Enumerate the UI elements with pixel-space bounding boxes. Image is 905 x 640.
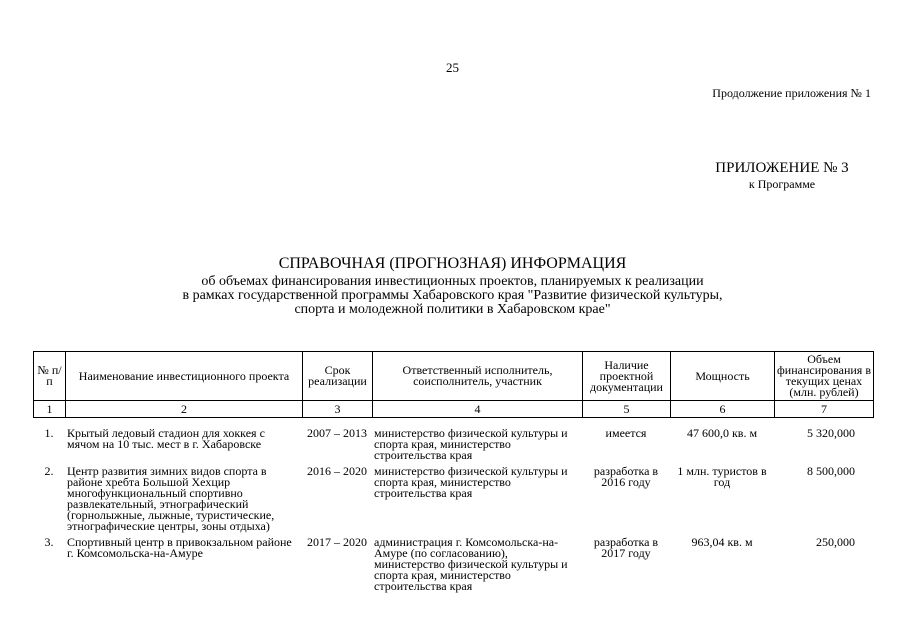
continuation-note: Продолжение приложения № 1 [712, 86, 871, 100]
column-number: 1 [34, 401, 66, 418]
table-row [33, 428, 873, 466]
project-period: 2007 – 2013 [307, 426, 367, 440]
project-docs: имеется [605, 426, 647, 440]
page-number: 25 [446, 60, 459, 75]
column-number: 6 [671, 401, 775, 418]
project-name: Крытый ледовый стадион для хоккея с мячом на 10 тыс. мест в г. Хабаровске [67, 426, 265, 451]
column-number: 7 [775, 401, 874, 418]
projects-table [33, 428, 873, 593]
header-executor: Ответственный исполнитель, соисполнитель, участник [373, 352, 583, 401]
table-row [33, 537, 873, 593]
project-volume: 250,000 [816, 535, 855, 549]
header-period: Срок реализации [303, 352, 373, 401]
project-executor: министерство физической культуры и спорта края, министерство строительства края [374, 426, 568, 462]
header-volume: Объем финансирования в текущих ценах (млн. рублей) [775, 352, 874, 401]
column-number-row [34, 401, 874, 418]
column-number: 3 [303, 401, 373, 418]
header-docs: Наличие проектной документации [583, 352, 671, 401]
document-subtitle [100, 275, 805, 317]
header-num: № п/п [34, 352, 66, 401]
project-executor: министерство физической культуры и спорта края, министерство строительства края [374, 464, 568, 500]
project-volume: 5 320,000 [807, 426, 855, 440]
project-docs: разработка в 2017 году [593, 535, 659, 560]
subtitle-line: спорта и молодежной политики в Хабаровском крае" [294, 302, 611, 317]
project-capacity: 1 млн. туристов в год [677, 464, 767, 489]
project-docs: разработка в 2016 году [593, 464, 659, 489]
subtitle-line: об объемах финансирования инвестиционных проектов, планируемых к реализации [201, 274, 704, 289]
project-name: Спортивный центр в привокзальном районе г. Комсомольска-на-Амуре [67, 535, 292, 560]
subtitle-line: в рамках государственной программы Хабаровского края "Развитие физической культуры, [182, 288, 723, 303]
header-capacity: Мощность [671, 352, 775, 401]
project-executor: администрация г. Комсомольска-на-Амуре (по согласованию), министерство физической культуры и спорта края, министерство строительства края [374, 535, 568, 593]
project-capacity: 963,04 кв. м [691, 535, 753, 549]
appendix-title: ПРИЛОЖЕНИЕ № 3 [715, 160, 849, 176]
project-period: 2017 – 2020 [307, 535, 367, 549]
header-row [34, 352, 874, 401]
column-number: 5 [583, 401, 671, 418]
row-number: 3. [44, 535, 54, 549]
row-number: 1. [44, 426, 54, 440]
project-volume: 8 500,000 [807, 464, 855, 478]
document-title: СПРАВОЧНАЯ (ПРОГНОЗНАЯ) ИНФОРМАЦИЯ [278, 255, 627, 272]
appendix-subtitle: к Программе [748, 177, 816, 191]
project-name: Центр развития зимних видов спорта в районе хребта Большой Хехцир многофункциональный спортивно развлекательный, этнографический (горнолыжные, лыжные, туристические, этнографические центры, зоны отдыха) [67, 464, 275, 533]
table-row [33, 466, 873, 537]
project-capacity: 47 600,0 кв. м [686, 426, 758, 440]
header-name: Наименование инвестиционного проекта [66, 352, 303, 401]
header-table [33, 351, 874, 418]
column-number: 4 [373, 401, 583, 418]
column-number: 2 [66, 401, 303, 418]
project-period: 2016 – 2020 [307, 464, 367, 478]
row-number: 2. [44, 464, 54, 478]
